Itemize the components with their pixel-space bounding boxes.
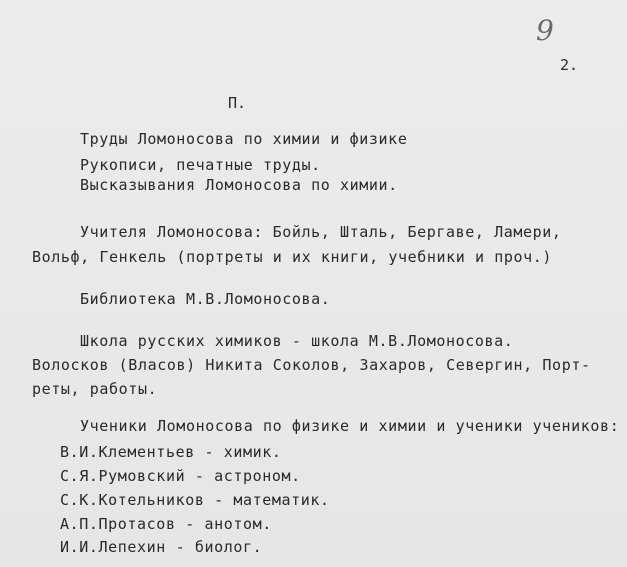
section-number: П. — [228, 94, 247, 112]
line-statements: Высказывания Ломоносова по химии. — [80, 176, 398, 194]
line-library: Библиотека М.В.Ломоносова. — [80, 290, 331, 308]
line-teachers: Учителя Ломоносова: Бойль, Шталь, Бергаве, Ламери, — [80, 223, 562, 241]
page-number: 2. — [560, 56, 579, 74]
student-item: А.П.Протасов - анотом. — [60, 515, 272, 533]
student-item: И.И.Лепехин - биолог. — [60, 538, 263, 556]
student-item: С.Я.Румовский - астроном. — [60, 467, 301, 485]
student-item: С.К.Котельников - математик. — [60, 491, 330, 509]
line-school-cont: реты, работы. — [32, 380, 158, 398]
line-heading: Труды Ломоносова по химии и физике — [80, 130, 408, 148]
line-school: Школа русских химиков - школа М.В.Ломоносова. — [80, 332, 514, 350]
student-item: В.И.Клементьев - химик. — [60, 443, 282, 461]
line-teachers-cont: Вольф, Генкель (портреты и их книги, учебники и проч.) — [32, 248, 553, 266]
line-students: Ученики Ломоносова по физике и химии и ученики учеников: — [80, 417, 620, 435]
line-school-names: Волосков (Власов) Никита Соколов, Захаров, Севергин, Порт- — [32, 356, 591, 374]
handwritten-page-number: 9 — [536, 14, 554, 47]
line-manuscripts: Рукописи, печатные труды. — [80, 156, 321, 174]
